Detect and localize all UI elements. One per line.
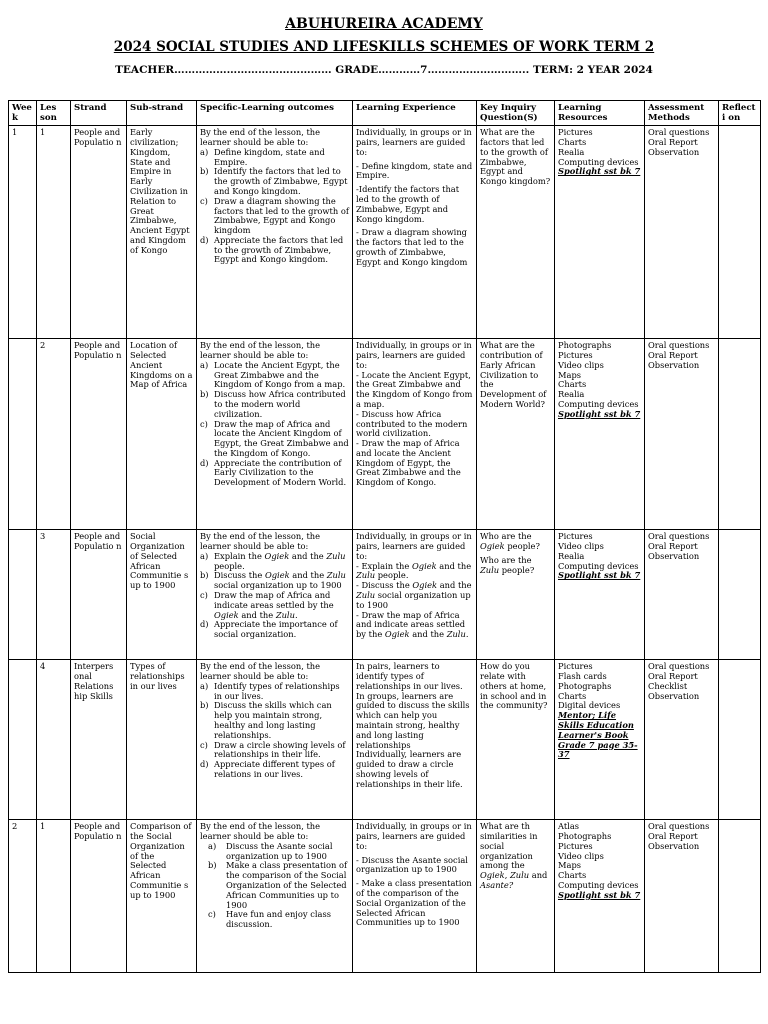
col-outcomes: Specific-Learning outcomes [197,101,353,126]
outcome-item [200,591,349,620]
outcome-text: Discuss the Ogiek and the Zulu social organization up to 1900 [214,570,346,591]
resource-item: Charts [558,379,587,390]
substrand-cell: Types of relationships in our lives [127,660,197,820]
inquiry-cell [477,339,555,530]
outcome-marker: a) [208,840,217,851]
outcomes-intro: By the end of the lesson, the learner should be able to: [200,340,321,361]
resource-item: Photographs [558,831,612,842]
reflection-cell [719,126,761,339]
outcome-marker: c) [200,739,208,750]
substrand-cell: Comparison of the Social Organization of the Selected African Communitie s up to 1900 [127,820,197,973]
assessment-item: Oral questions [648,340,710,351]
week-cell: 2 [9,820,37,973]
outcome-marker: c) [200,418,208,429]
outcome-text: Make a class presentation of the comparison of the Social Organization of the Selected African Communities up to 1900 [226,860,348,910]
outcomes-list [200,552,349,640]
outcome-item [200,760,349,780]
outcome-text: Appreciate the factors that led to the growth of Zimbabwe, Egypt and Kongo kingdom. [214,234,344,265]
assessment-item: Oral Report [648,671,698,682]
outcome-text: Appreciate the importance of social organization. [214,619,338,640]
lesson-cell: 2 [37,339,71,530]
resource-item: Atlas [558,821,580,832]
experience-cell [353,339,477,530]
reference-book: Spotlight sst bk 7 [558,408,641,419]
resources-cell [555,820,645,973]
assessment-item: Oral Report [648,350,698,361]
week-cell: 1 [9,126,37,339]
outcome-text: Draw the map of Africa and indicate areas settled by the Ogiek and the Zulu. [214,589,334,620]
outcome-marker: a) [200,146,209,157]
experience-text: -Identify the factors that led to the growth of Zimbabwe, Egypt and Kongo kingdom. [356,184,462,224]
resources-cell [555,530,645,660]
resources-cell [555,660,645,820]
inquiry-cell [477,820,555,973]
outcomes-intro: By the end of the lesson, the learner should be able to: [200,661,321,682]
resource-item: Pictures [558,127,593,138]
outcome-text: Discuss the skills which can help you maintain strong, healthy and long lasting relationships. [214,700,332,740]
outcomes-cell [197,530,353,660]
resource-item: Video clips [558,359,604,370]
experience-cell [353,660,477,820]
outcome-item [200,148,349,168]
experience-text: - Define kingdom, state and Empire. [356,160,475,181]
lesson-cell: 1 [37,126,71,339]
header-row [9,101,761,126]
outcome-marker: d) [200,234,209,245]
resources-cell [555,339,645,530]
document-title: 2024 SOCIAL STUDIES AND LIFESKILLS SCHEMES OF WORK TERM 2 [113,39,655,55]
resource-item: Maps [558,369,582,380]
resource-item: Pictures [558,531,593,542]
outcome-marker: c) [208,909,216,920]
inquiry-cell [477,126,555,339]
resource-item: Computing devices [558,398,639,409]
resource-item: Photographs [558,340,612,351]
lesson-cell: 3 [37,530,71,660]
experience-text: Individually, in groups or in pairs, learners are guided to: [356,821,475,851]
strand-cell: People and Populatio n [71,126,127,339]
table-row [9,126,761,339]
resource-item: Video clips [558,541,604,552]
outcome-marker: d) [200,619,209,630]
substrand-cell: Social Organization of Selected African Communitie s up to 1900 [127,530,197,660]
outcome-marker: b) [200,700,209,711]
outcomes-cell [197,820,353,973]
experience-text: - Make a class presentation of the comparison of the Social Organization of the Selected African Communities up to 1900 [356,878,475,928]
outcome-marker: a) [200,550,209,561]
outcome-marker: a) [200,680,209,691]
outcome-text: Draw the map of Africa and locate the Ancient Kingdom of Egypt, the Great Zimbabwe and the Kingdom of Kongo. [214,418,349,458]
outcome-marker: c) [200,195,208,206]
experience-text: In pairs, learners to identify types of relationships in our lives. In groups, learners are guided to discuss the skills which can help you maintain strong, healthy and long lasting relationships Individually, learners are guided to draw a circle showing levels of relationships in their life. [356,661,470,789]
reflection-cell [719,530,761,660]
outcome-text: Have fun and enjoy class discussion. [226,909,331,930]
week-cell [9,339,37,530]
outcomes-list [200,682,349,780]
experience-text: Individually, in groups or in pairs, learners are guided to: - Locate the Ancient Egypt, the Great Zimbabwe and the Kingdom of Kongo from a map. - Discuss how Africa contributed to the modern world civilization. - Draw the map of Africa and locate the Ancient Kingdom of Egypt, the Great Zimbabwe and the Kingdom of Kongo. [356,340,473,488]
resource-item: Realia [558,550,585,561]
inquiry-question: Who are the Zulu people? [480,554,535,575]
outcome-text: Locate the Ancient Egypt, the Great Zimbabwe and the Kingdom of Kongo from a map. [214,359,346,390]
outcome-marker: a) [200,359,209,370]
outcome-marker: d) [200,457,209,468]
outcome-text: Explain the Ogiek and the Zulu people. [214,550,346,571]
col-reflection: Reflecti on [719,101,761,126]
outcome-item [200,390,349,419]
experience-text: Individually, in groups or in pairs, learners are guided to: [356,127,475,157]
assessment-item: Observation [648,690,700,701]
week-cell [9,660,37,820]
assessment-item: Observation [648,359,700,370]
outcome-marker: d) [200,759,209,770]
assessment-cell [645,660,719,820]
outcome-text: Define kingdom, state and Empire. [214,146,325,167]
outcome-item [200,741,349,761]
outcome-item [200,420,349,459]
inquiry-question: What are the contribution of Early African Civilization to the Development of Modern World? [480,340,549,409]
week-cell [9,530,37,660]
outcomes-intro: By the end of the lesson, the learner should be able to: [200,821,321,842]
assessment-item: Oral questions [648,127,710,138]
assessment-item: Oral questions [648,531,710,542]
outcome-item [200,197,349,236]
reference-book: Spotlight sst bk 7 [558,889,641,900]
outcome-text: Discuss how Africa contributed to the modern world civilization. [214,389,346,419]
resource-item: Charts [558,690,587,701]
assessment-item: Observation [648,550,700,561]
col-inquiry: Key Inquiry Question(S) [477,101,555,126]
inquiry-question: How do you relate with others at home, in school and in the community? [480,661,550,711]
assessment-cell [645,339,719,530]
resource-item: Pictures [558,661,593,672]
outcome-marker: b) [200,166,209,177]
lesson-cell: 4 [37,660,71,820]
inquiry-cell [477,530,555,660]
strand-cell: People and Populatio n [71,339,127,530]
table-row [9,530,761,660]
lesson-cell: 1 [37,820,71,973]
resource-item: Digital devices [558,700,621,711]
outcome-item [200,361,349,390]
inquiry-question: What are the factors that led to the growth of Zimbabwe, Egypt and Kongo kingdom? [480,127,551,187]
outcome-marker: b) [200,570,209,581]
outcome-marker: b) [208,860,217,871]
outcome-item [200,910,349,930]
reference-book: Spotlight sst bk 7 [558,166,641,177]
reflection-cell [719,660,761,820]
experience-cell [353,530,477,660]
outcome-item [200,861,349,910]
outcome-item [200,620,349,640]
assessment-item: Oral questions [648,661,710,672]
substrand-cell: Early civilization; Kingdom, State and Empire in Early Civilization in Relation to Great Zimbabwe, Ancient Egypt and Kingdom of Kongo [127,126,197,339]
outcome-text: Appreciate different types of relations in our lives. [214,759,335,779]
table-row [9,820,761,973]
inquiry-question: What are th similarities in social organization among the Ogiek, Zulu and Asante? [480,821,550,890]
resources-cell [555,126,645,339]
col-week: Week [9,101,37,126]
col-experience: Learning Experience [353,101,477,126]
inquiry-cell [477,660,555,820]
school-name: ABUHUREIRA ACADEMY [285,16,483,32]
col-substrand: Sub-strand [127,101,197,126]
resource-item: Computing devices [558,879,639,890]
resource-item: Flash cards [558,671,607,682]
outcome-text: Discuss the Asante social organization up to 1900 [226,840,333,861]
resource-item: Charts [558,137,587,148]
experience-text: - Draw a diagram showing the factors that led to the growth of Zimbabwe, Egypt and Kongo kingdom [356,227,470,267]
outcome-item [200,571,349,591]
assessment-item: Checklist [648,680,688,691]
reference-book: Mentor; Life Skills Education Learner's Book Grade 7 page 35-37 [558,710,638,760]
strand-cell: Interpers onal Relations hip Skills [71,660,127,820]
outcome-item [200,167,349,196]
resource-item: Video clips [558,850,604,861]
outcomes-list [200,361,349,488]
strand-cell: People and Populatio n [71,820,127,973]
outcome-item [200,701,349,740]
outcomes-cell [197,339,353,530]
outcomes-intro: By the end of the lesson, the learner should be able to: [200,531,321,552]
assessment-cell [645,530,719,660]
resource-item: Pictures [558,840,593,851]
table-row [9,660,761,820]
col-resources: Learning Resources [555,101,645,126]
outcome-item [200,236,349,265]
resource-item: Maps [558,860,582,871]
reflection-cell [719,820,761,973]
outcomes-intro: By the end of the lesson, the learner should be able to: [200,127,321,148]
experience-text: Individually, in groups or in pairs, learners are guided to: - Explain the Ogiek and the Zulu people. - Discuss the Ogiek and the Zulu social organization up to 1900 - Draw the map of Africa and indicate areas settled by the Ogiek and the Zulu. [356,531,475,640]
outcome-marker: b) [200,389,209,400]
outcome-item [200,459,349,488]
experience-text: - Discuss the Asante social organization up to 1900 [356,854,471,875]
outcomes-list [200,842,349,930]
outcome-item [200,682,349,702]
col-lesson: Les son [37,101,71,126]
resource-item: Computing devices [558,560,639,571]
table-row [9,339,761,530]
assessment-item: Oral Report [648,831,698,842]
strand-cell: People and Populatio n [71,530,127,660]
assessment-cell [645,820,719,973]
outcome-item [200,842,349,862]
outcomes-list [200,148,349,265]
outcomes-cell [197,126,353,339]
outcome-text: Draw a circle showing levels of relationships in their life. [214,739,346,760]
outcome-marker: c) [200,589,208,600]
teacher-grade-term-line: TEACHER……………………………………… GRADE…………7……………………….. TERM: 2 YEAR 2024 [115,64,653,76]
col-strand: Strand [71,101,127,126]
reflection-cell [719,339,761,530]
assessment-item: Observation [648,146,700,157]
experience-cell [353,126,477,339]
assessment-item: Observation [648,840,700,851]
outcome-text: Identify the factors that led to the growth of Zimbabwe, Egypt and Kongo kingdom. [214,166,348,196]
resource-item: Realia [558,146,585,157]
assessment-item: Oral questions [648,821,710,832]
substrand-cell: Location of Selected Ancient Kingdoms on a Map of Africa [127,339,197,530]
inquiry-question: Who are the Ogiek people? [480,531,540,552]
outcome-item [200,552,349,572]
resource-item: Realia [558,389,585,400]
assessment-item: Oral Report [648,137,698,148]
outcomes-cell [197,660,353,820]
scheme-table [8,100,761,973]
col-assessment: Assessment Methods [645,101,719,126]
experience-cell [353,820,477,973]
assessment-cell [645,126,719,339]
resource-item: Computing devices [558,156,639,167]
resource-item: Photographs [558,680,612,691]
resource-item: Pictures [558,350,593,361]
reference-book: Spotlight sst bk 7 [558,570,641,581]
outcome-text: Appreciate the contribution of Early Civilization to the Development of Modern World. [214,457,347,488]
outcome-text: Draw a diagram showing the factors that led to the growth of Zimbabwe, Egypt and Kongo kingdom [214,195,349,236]
outcome-text: Identify types of relationships in our lives. [214,680,340,701]
resource-item: Charts [558,870,587,881]
assessment-item: Oral Report [648,541,698,552]
